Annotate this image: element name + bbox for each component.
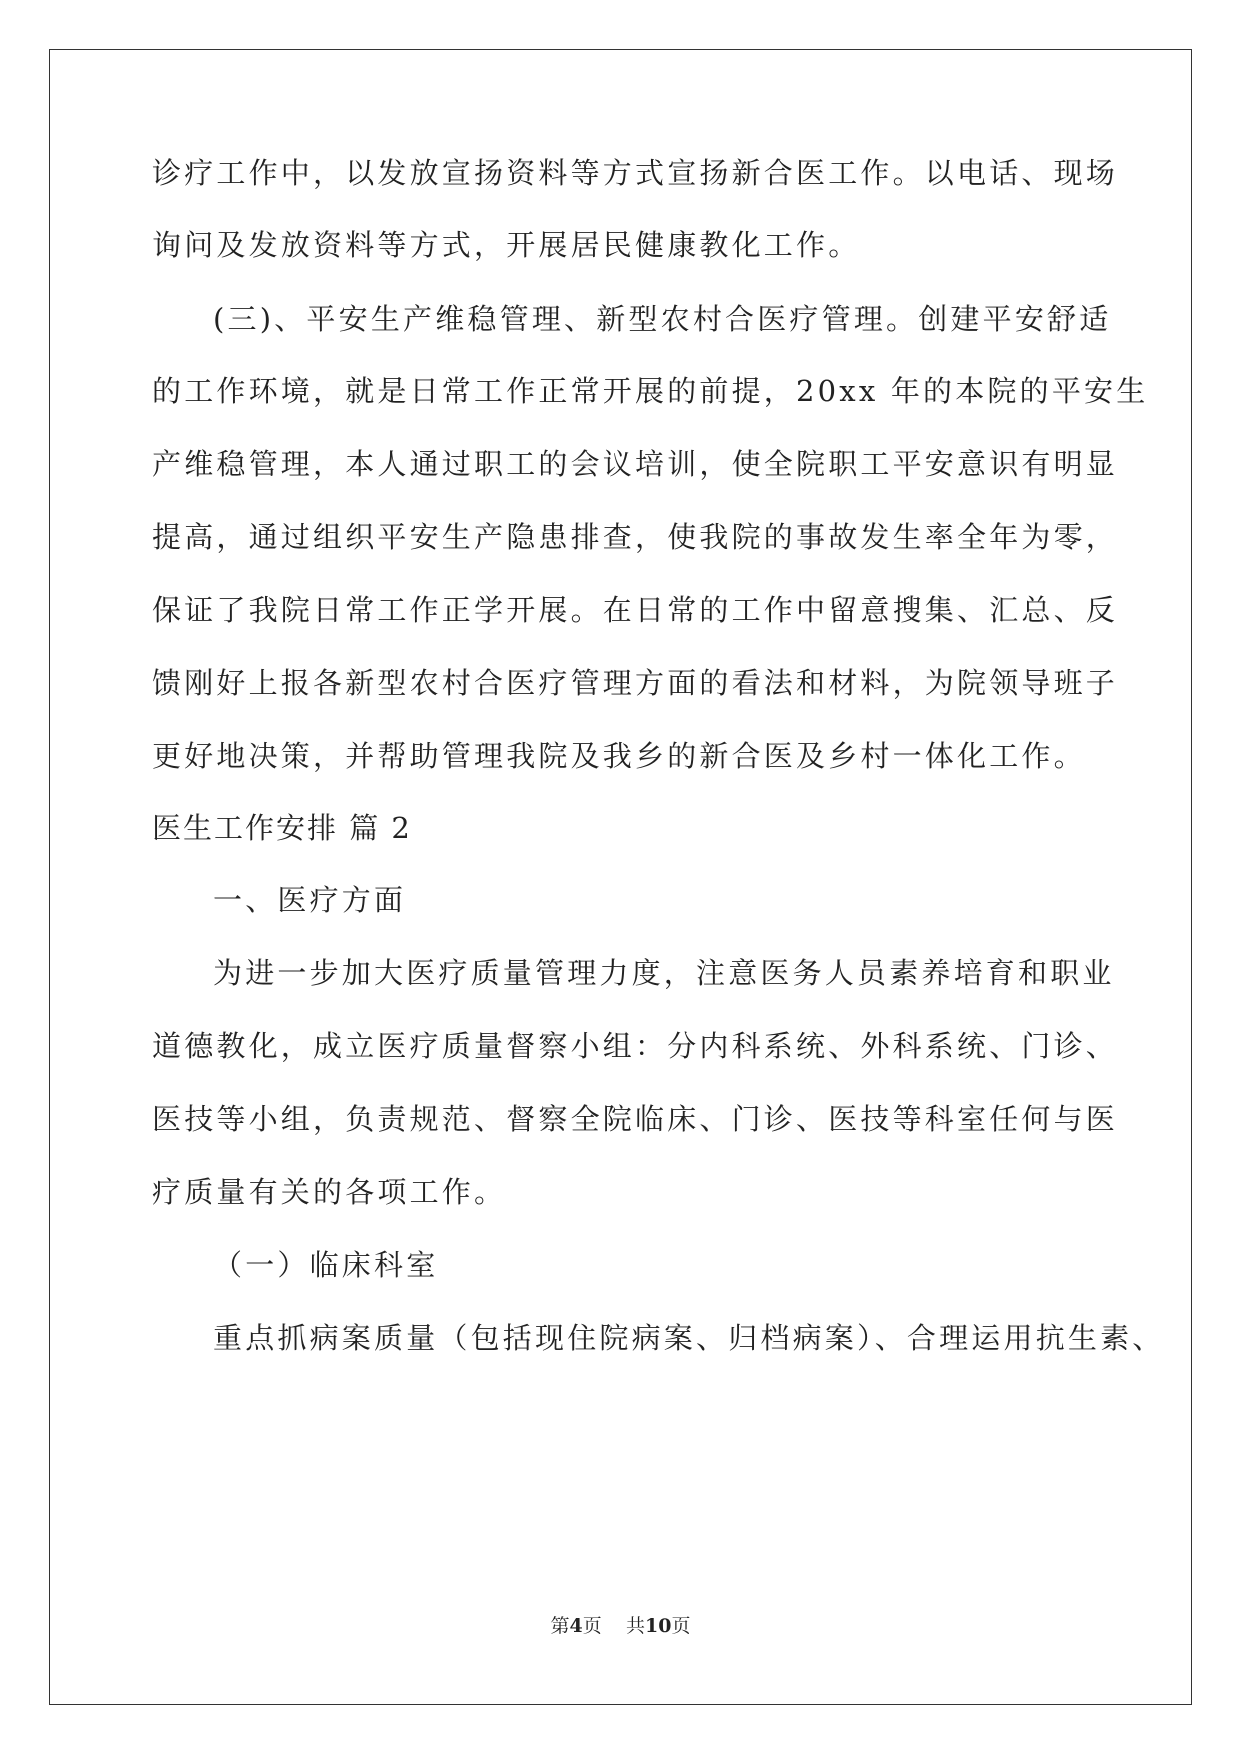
text-line: 的工作环境，就是日常工作正常开展的前提，20xx 年的本院的平安生 (152, 374, 1149, 408)
subsection-heading: 一、医疗方面 (213, 883, 407, 917)
text-line: 保证了我院日常工作正学开展。在日常的工作中留意搜集、汇总、反 (152, 593, 1119, 627)
text-line: 重点抓病案质量（包括现住院病案、归档病案）、合理运用抗生素、 (213, 1321, 1165, 1355)
footer-total-suffix: 页 (671, 1615, 691, 1637)
text-line: 为进一步加大医疗质量管理力度，注意医务人员素养培育和职业 (213, 956, 1115, 990)
text-line: 提高，通过组织平安生产隐患排查，使我院的事故发生率全年为零， (152, 520, 1119, 554)
page-border (49, 49, 1192, 1705)
footer-total-prefix: 共 (625, 1615, 645, 1637)
text-line: 诊疗工作中，以发放宣扬资料等方式宣扬新合医工作。以电话、现场 (152, 156, 1119, 190)
text-line: 疗质量有关的各项工作。 (152, 1175, 507, 1209)
text-line: 医技等小组，负责规范、督察全院临床、门诊、医技等科室任何与医 (152, 1102, 1119, 1136)
text-line: 询问及发放资料等方式，开展居民健康教化工作。 (152, 228, 861, 262)
text-line: 更好地决策，并帮助管理我院及我乡的新合医及乡村一体化工作。 (152, 739, 1086, 773)
page-number: 4 (569, 1615, 583, 1637)
text-line: (三)、平安生产维稳管理、新型农村合医疗管理。创建平安舒适 (213, 302, 1112, 336)
section-heading: 医生工作安排 篇 2 (152, 811, 412, 845)
total-pages: 10 (644, 1615, 672, 1637)
text-line: 产维稳管理，本人通过职工的会议培训，使全院职工平安意识有明显 (152, 447, 1119, 481)
text-line: 馈刚好上报各新型农村合医疗管理方面的看法和材料，为院领导班子 (152, 666, 1119, 700)
subsection-heading: （一）临床科室 (213, 1248, 439, 1282)
footer-page-suffix: 页 (582, 1615, 602, 1637)
page-footer (0, 1614, 1241, 1638)
text-line: 道德教化，成立医疗质量督察小组：分内科系统、外科系统、门诊、 (152, 1029, 1119, 1063)
footer-prefix: 第 (550, 1615, 570, 1637)
